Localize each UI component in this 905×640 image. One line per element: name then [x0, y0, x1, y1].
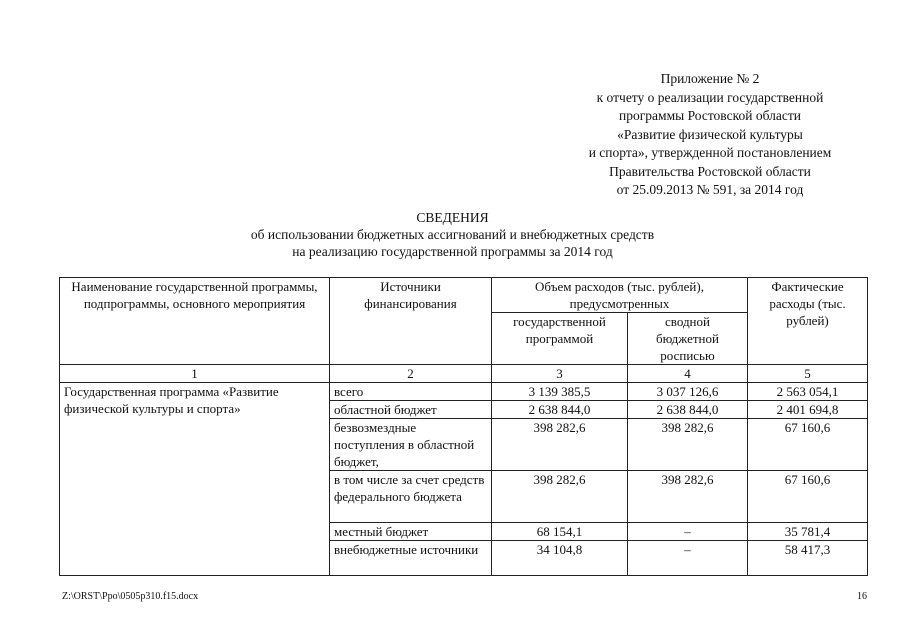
appendix-line: к отчету о реализации государственной	[596, 89, 824, 105]
program-name-cell: Государственная программа «Развитие физической культуры и спорта»	[60, 383, 330, 576]
expenditure-table	[59, 277, 868, 576]
budget-value-cell: 398 282,6	[628, 419, 748, 471]
table-row	[60, 383, 868, 401]
source-cell: в том числе за счет средств федерального бюджета	[330, 471, 492, 523]
index-cell: 5	[748, 365, 868, 383]
appendix-line: программы Ростовской области	[619, 108, 801, 123]
title-line: на реализацию государственной программы за 2014 год	[292, 244, 613, 259]
index-cell: 1	[60, 365, 330, 383]
title-heading: СВЕДЕНИЯ	[416, 210, 489, 225]
source-cell: безвозмездные поступления в областной бюджет,	[330, 419, 492, 471]
title-line: об использовании бюджетных ассигнований и внебюджетных средств	[250, 227, 655, 242]
source-cell: местный бюджет	[330, 523, 492, 541]
budget-value-cell: –	[628, 523, 748, 541]
appendix-line: Приложение № 2	[660, 71, 760, 86]
budget-value-cell: 398 282,6	[628, 471, 748, 523]
source-cell: всего	[330, 383, 492, 401]
program-value-cell: 34 104,8	[492, 541, 628, 576]
index-cell: 3	[492, 365, 628, 383]
table-header-row	[60, 278, 868, 313]
page-number: 16	[857, 591, 867, 602]
program-value-cell: 3 139 385,5	[492, 383, 628, 401]
header-actual: Фактические расходы (тыс. рублей)	[748, 278, 868, 365]
header-source: Источники финансирования	[330, 278, 492, 365]
program-value-cell: 68 154,1	[492, 523, 628, 541]
actual-value-cell: 58 417,3	[748, 541, 868, 576]
header-planned-program: государственной программой	[492, 313, 628, 365]
header-planned-budget: сводной бюджетной росписью	[628, 313, 748, 365]
actual-value-cell: 2 401 694,8	[748, 401, 868, 419]
document-title	[0, 209, 905, 260]
program-value-cell: 398 282,6	[492, 419, 628, 471]
header-name: Наименование государственной программы, подпрограммы, основного мероприятия	[60, 278, 330, 365]
appendix-block	[560, 70, 860, 200]
program-value-cell: 2 638 844,0	[492, 401, 628, 419]
actual-value-cell: 35 781,4	[748, 523, 868, 541]
appendix-line: от 25.09.2013 № 591, за 2014 год	[616, 182, 804, 197]
header-planned: Объем расходов (тыс. рублей), предусмотренных	[492, 278, 748, 313]
budget-value-cell: 2 638 844,0	[628, 401, 748, 419]
source-cell: областной бюджет	[330, 401, 492, 419]
program-value-cell: 398 282,6	[492, 471, 628, 523]
budget-value-cell: 3 037 126,6	[628, 383, 748, 401]
index-cell: 4	[628, 365, 748, 383]
actual-value-cell: 67 160,6	[748, 471, 868, 523]
actual-value-cell: 67 160,6	[748, 419, 868, 471]
appendix-line: «Развитие физической культуры	[617, 126, 803, 142]
file-path: Z:\ORST\Ppo\0505p310.f15.docx	[62, 591, 199, 602]
actual-value-cell: 2 563 054,1	[748, 383, 868, 401]
table-index-row	[60, 365, 868, 383]
budget-value-cell: –	[628, 541, 748, 576]
appendix-line: и спорта», утвержденной постановлением	[588, 145, 832, 160]
index-cell: 2	[330, 365, 492, 383]
appendix-line: Правительства Ростовской области	[609, 163, 811, 179]
source-cell: внебюджетные источники	[330, 541, 492, 576]
